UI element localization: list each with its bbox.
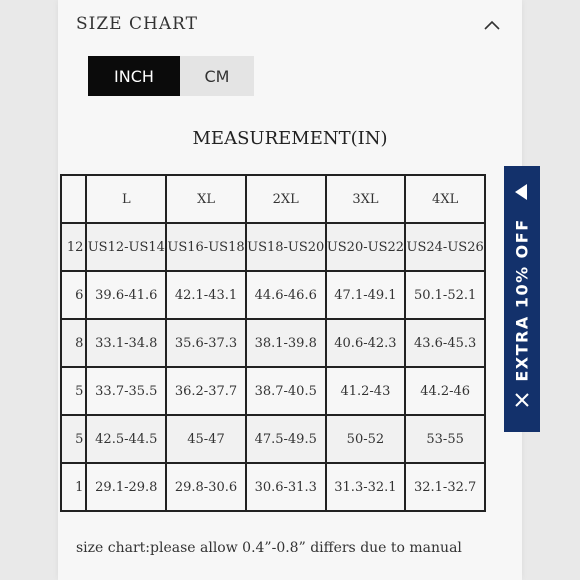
size-chart-panel — [58, 0, 522, 580]
table-cell: 12 — [61, 223, 86, 271]
size-chart-title: SIZE CHART — [76, 14, 198, 34]
table-cell: 39.6-41.6 — [86, 271, 166, 319]
table-cell: US20-US22 — [326, 223, 406, 271]
table-cell: 6 — [61, 271, 86, 319]
table-cell: 33.1-34.8 — [86, 319, 166, 367]
table-cell: 8 — [61, 319, 86, 367]
table-row — [61, 415, 485, 463]
table-row — [61, 319, 485, 367]
table-cell: 30.6-31.3 — [246, 463, 326, 511]
promo-text: EXTRA 10% OFF — [512, 218, 532, 382]
table-cell: 38.7-40.5 — [246, 367, 326, 415]
table-cell: 44.2-46 — [405, 367, 485, 415]
table-header-cell: 3XL — [326, 175, 406, 223]
table-header-row — [61, 175, 485, 223]
table-header-cell — [61, 175, 86, 223]
measurement-title: MEASUREMENT(IN) — [192, 128, 388, 149]
table-cell: 31.3-32.1 — [326, 463, 406, 511]
table-row — [61, 223, 485, 271]
table-cell: 38.1-39.8 — [246, 319, 326, 367]
table-cell: 5 — [61, 415, 86, 463]
table-cell: 50.1-52.1 — [405, 271, 485, 319]
table-cell: 36.2-37.7 — [166, 367, 246, 415]
size-table-container[interactable] — [66, 174, 504, 522]
table-cell: US24-US26 — [405, 223, 485, 271]
size-note: size chart:please allow 0.4”-0.8” differs due to manual — [76, 540, 462, 556]
table-cell: 29.1-29.8 — [86, 463, 166, 511]
promo-close-button[interactable] — [513, 391, 531, 409]
table-cell: 50-52 — [326, 415, 406, 463]
table-cell: 53-55 — [405, 415, 485, 463]
table-cell: 42.1-43.1 — [166, 271, 246, 319]
size-chart-header[interactable] — [76, 14, 504, 38]
collapse-button[interactable] — [480, 14, 504, 38]
table-cell: 43.6-45.3 — [405, 319, 485, 367]
table-cell: 33.7-35.5 — [86, 367, 166, 415]
table-row — [61, 367, 485, 415]
table-cell: 47.1-49.1 — [326, 271, 406, 319]
triangle-left-icon — [515, 184, 527, 200]
table-cell: US16-US18 — [166, 223, 246, 271]
table-cell: 47.5-49.5 — [246, 415, 326, 463]
table-cell: 44.6-46.6 — [246, 271, 326, 319]
inch-button[interactable]: INCH — [88, 56, 180, 96]
chevron-up-icon — [480, 14, 504, 38]
table-cell: 35.6-37.3 — [166, 319, 246, 367]
table-cell: 32.1-32.7 — [405, 463, 485, 511]
table-header-cell: L — [86, 175, 166, 223]
table-header-cell: 4XL — [405, 175, 485, 223]
table-cell: 45-47 — [166, 415, 246, 463]
unit-toggle — [88, 56, 254, 96]
table-cell: 40.6-42.3 — [326, 319, 406, 367]
close-icon — [513, 391, 531, 409]
cm-button[interactable]: CM — [180, 56, 254, 96]
table-cell: US18-US20 — [246, 223, 326, 271]
table-header-cell: 2XL — [246, 175, 326, 223]
table-cell: 1 — [61, 463, 86, 511]
table-cell: 41.2-43 — [326, 367, 406, 415]
table-cell: 42.5-44.5 — [86, 415, 166, 463]
table-row — [61, 463, 485, 511]
table-cell: 29.8-30.6 — [166, 463, 246, 511]
promo-tab[interactable] — [504, 166, 540, 432]
size-table — [60, 174, 486, 512]
table-row — [61, 271, 485, 319]
table-cell: 5 — [61, 367, 86, 415]
table-cell: US12-US14 — [86, 223, 166, 271]
table-header-cell: XL — [166, 175, 246, 223]
